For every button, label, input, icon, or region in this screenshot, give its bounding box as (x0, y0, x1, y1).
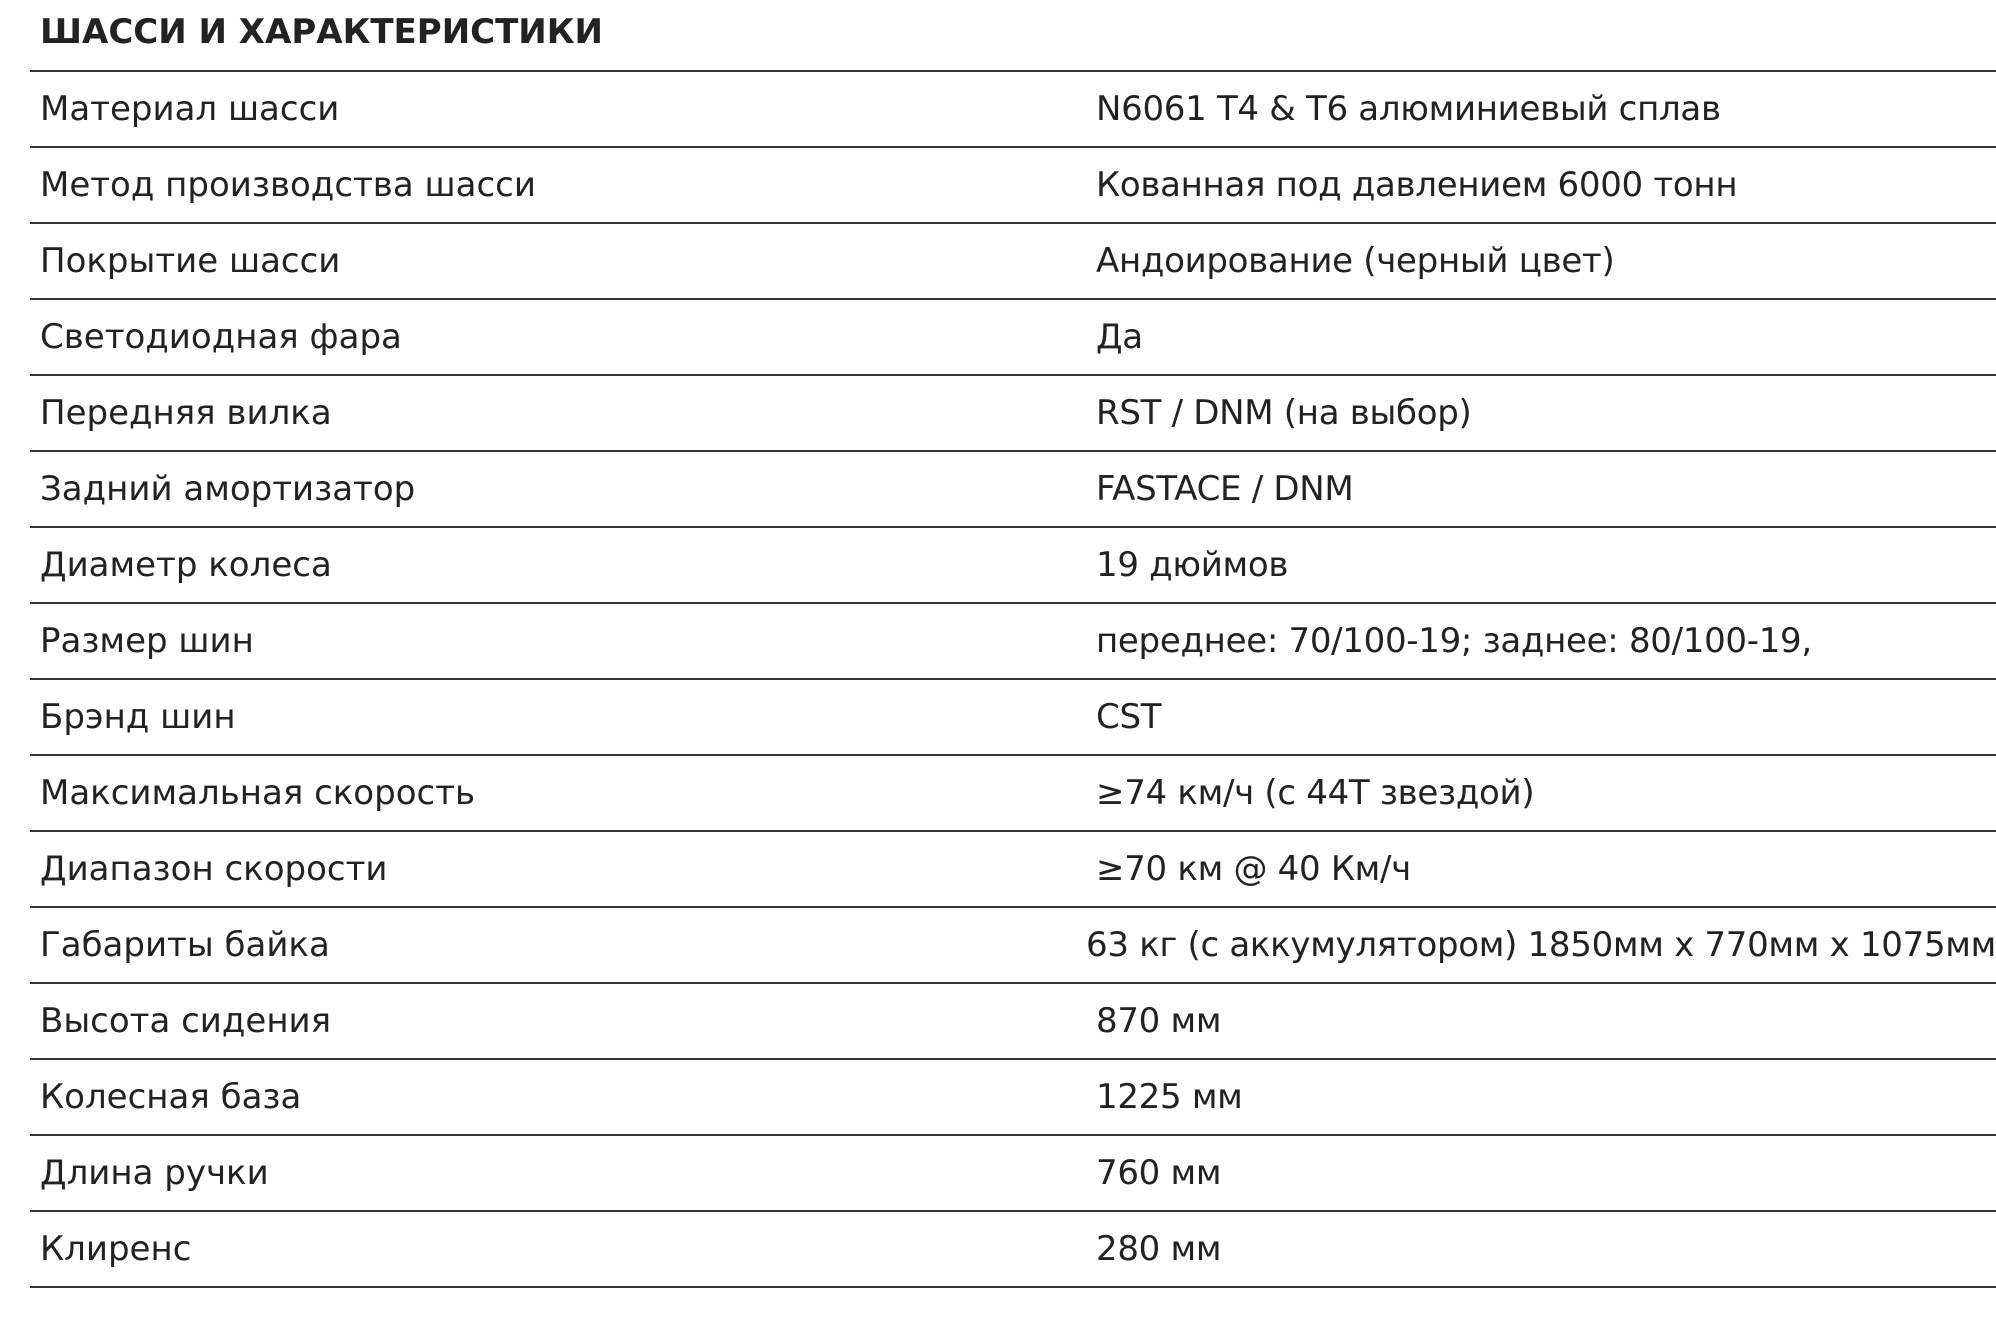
spec-value: ≥74 км/ч (с 44T звездой) (1096, 773, 1535, 813)
spec-value: 1225 мм (1096, 1077, 1243, 1117)
spec-value: Да (1096, 317, 1143, 357)
spec-row-wheel-diameter (30, 528, 1996, 604)
spec-label: Габариты байка (40, 925, 330, 965)
spec-sheet (30, 0, 1996, 1288)
spec-value: FASTACE / DNM (1096, 469, 1354, 509)
spec-label: Светодиодная фара (40, 317, 402, 357)
spec-label: Диаметр колеса (40, 545, 332, 585)
spec-row-tire-size (30, 604, 1996, 680)
spec-label: Диапазон скорости (40, 849, 388, 889)
spec-value: RST / DNM (на выбор) (1096, 393, 1472, 433)
spec-row-seat-height (30, 984, 1996, 1060)
spec-row-speed-range (30, 832, 1996, 908)
spec-label: Материал шасси (40, 89, 340, 129)
spec-value: N6061 T4 & T6 алюминиевый сплав (1096, 89, 1721, 129)
spec-row-wheelbase (30, 1060, 1996, 1136)
spec-row-handlebar-length (30, 1136, 1996, 1212)
spec-row-led-headlight (30, 300, 1996, 376)
spec-row-max-speed (30, 756, 1996, 832)
spec-label: Длина ручки (40, 1153, 269, 1193)
spec-row-chassis-material (30, 72, 1996, 148)
spec-label: Размер шин (40, 621, 254, 661)
spec-label: Задний амортизатор (40, 469, 416, 509)
spec-value: 760 мм (1096, 1153, 1222, 1193)
spec-value: 870 мм (1096, 1001, 1222, 1041)
spec-label: Метод производства шасси (40, 165, 536, 205)
section-title: ШАССИ И ХАРАКТЕРИСТИКИ (30, 0, 1996, 72)
spec-row-front-fork (30, 376, 1996, 452)
spec-value: переднее: 70/100-19; заднее: 80/100-19, (1096, 621, 1812, 661)
spec-value: 19 дюймов (1096, 545, 1289, 585)
spec-label: Покрытие шасси (40, 241, 341, 281)
spec-value: 63 кг (с аккумулятором) 1850мм x 770мм x 1075мм (1086, 925, 1996, 965)
spec-table (30, 72, 1996, 1288)
spec-value: CST (1096, 697, 1162, 737)
spec-value: Андоирование (черный цвет) (1096, 241, 1615, 281)
spec-row-rear-shock (30, 452, 1996, 528)
spec-row-tire-brand (30, 680, 1996, 756)
spec-value: 280 мм (1096, 1229, 1222, 1269)
spec-label: Максимальная скорость (40, 773, 476, 813)
spec-row-chassis-coating (30, 224, 1996, 300)
spec-label: Высота сидения (40, 1001, 332, 1041)
spec-label: Клиренс (40, 1229, 192, 1269)
spec-label: Колесная база (40, 1077, 302, 1117)
spec-label: Передняя вилка (40, 393, 332, 433)
spec-row-ground-clearance (30, 1212, 1996, 1288)
spec-value: ≥70 км @ 40 Км/ч (1096, 849, 1411, 889)
spec-value: Кованная под давлением 6000 тонн (1096, 165, 1738, 205)
spec-label: Брэнд шин (40, 697, 236, 737)
spec-row-bike-dimensions (30, 908, 1996, 984)
spec-row-chassis-method (30, 148, 1996, 224)
